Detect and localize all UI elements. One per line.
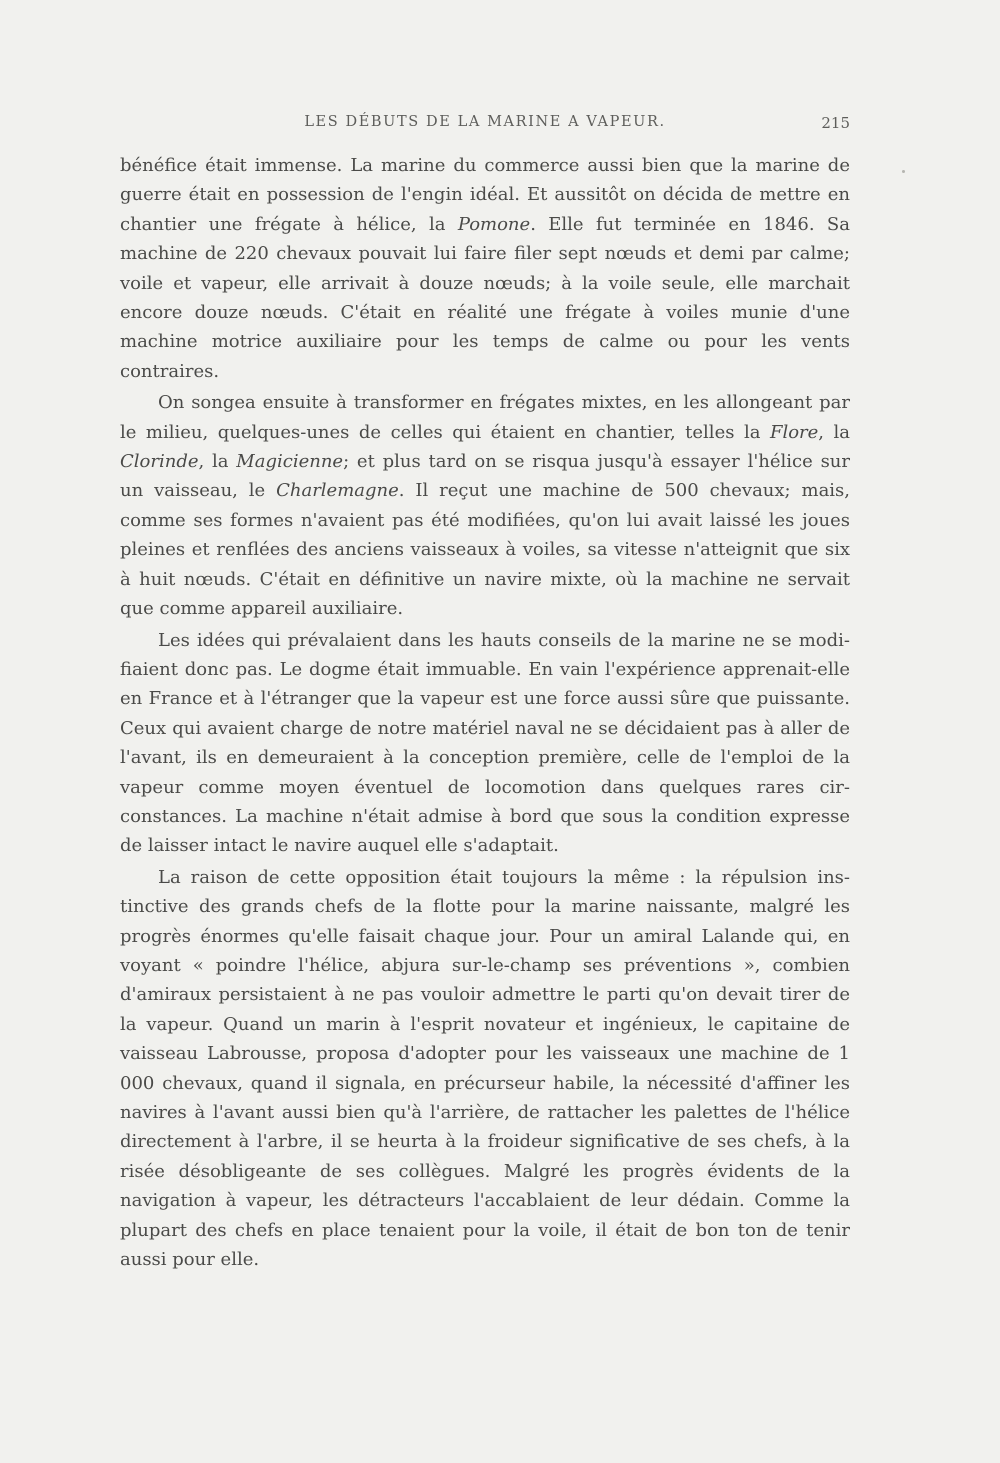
paragraph-3 <box>120 626 850 861</box>
paragraph-4 <box>120 863 850 1275</box>
paper-speck <box>902 170 905 173</box>
paragraph-2 <box>120 388 850 623</box>
body-text <box>120 151 850 1274</box>
text-run: bénéfice était immense. La marine du commerce aussi bien que la marine de guerre était en possession de l'engin idéal. Et aussitôt on décida de mettre en chantier une frégate à hélice, la <box>120 155 850 235</box>
text-run: On songea ensuite à transformer en frégates mixtes, en les allongeant par le milieu, quelques-unes de celles qui étaient en chantier, telles la <box>120 392 850 443</box>
page-number: 215 <box>821 114 850 132</box>
text-run: Les idées qui prévalaient dans les hauts conseils de la marine ne se modifiaient donc pas. Le dogme était immuable. En vain l'expérience apprenait-elle en France et à l'étranger que la vapeur est une force aussi sûre que puissante. Ceux qui avaient charge de notre matériel naval ne se décidaient pas à aller de l'avant, ils en demeuraient à la conception première, celle de l'emploi de la vapeur comme moyen éventuel de locomotion dans quelques rares circonstances. La machine n'était admise à bord que sous la condition expresse de laisser intact le navire auquel elle s'adaptait. <box>120 629 850 857</box>
text-run: ; et plus tard on se risqua jusqu'à essayer l'hélice sur un vaisseau, le <box>120 451 850 502</box>
italic-title: Magicienne <box>236 451 344 473</box>
running-header <box>120 114 850 138</box>
text-run: . Il reçut une machine de 500 chevaux; mais, comme ses formes n'avaient pas été modifiées, qu'on lui avait laissé les joues pleines et renflées des anciens vaisseaux à voiles, sa vitesse n'atteignit que six à huit nœuds. C'était en définitive un navire mixte, où la machine ne servait que comme appareil auxiliaire. <box>120 480 851 620</box>
running-title: LES DÉBUTS DE LA MARINE A VAPEUR. <box>304 114 666 130</box>
text-run: , la <box>818 421 851 443</box>
italic-title: Clorinde <box>120 451 199 473</box>
paragraph-1 <box>120 151 850 386</box>
text-run: , la <box>198 451 237 473</box>
italic-title: Flore <box>769 421 819 443</box>
text-run: . Elle fut terminée en 1846. Sa machine de 220 chevaux pouvait lui faire filer sept nœuds et demi par calme; voile et vapeur, elle arrivait à douze nœuds; à la voile seule, elle marchait encore douze nœuds. C'était en réalité une frégate à voiles munie d'une machine motrice auxiliaire pour les temps de calme ou pour les vents contraires. <box>120 213 850 382</box>
italic-title: Pomone <box>457 213 531 235</box>
text-run: La raison de cette opposition était toujours la même : la répulsion instinctive des grands chefs de la flotte pour la marine naissante, malgré les progrès énormes qu'elle faisait chaque jour. Pour un amiral Lalande qui, en voyant « poindre l'hélice, abjura sur-le-champ ses préventions », combien d'amiraux persistaient à ne pas vouloir admettre le parti qu'on devait tirer de la vapeur. Quand un marin à l'esprit novateur et ingénieux, le capitaine de vaisseau Labrousse, proposa d'adopter pour les vaisseaux une machine de 1 000 chevaux, quand il signala, en précurseur habile, la nécessité d'affiner les navires à l'avant aussi bien qu'à l'arrière, de rattacher les palettes de l'hélice directement à l'arbre, il se heurta à la froideur significative de ses chefs, à la risée désobligeante de ses collègues. Malgré les progrès évidents de la navigation à vapeur, les détracteurs l'accablaient de leur dédain. Comme la plupart des chefs en place tenaient pour la voile, il était de bon ton de tenir aussi pour elle. <box>120 866 850 1271</box>
italic-title: Charlemagne <box>276 480 399 502</box>
